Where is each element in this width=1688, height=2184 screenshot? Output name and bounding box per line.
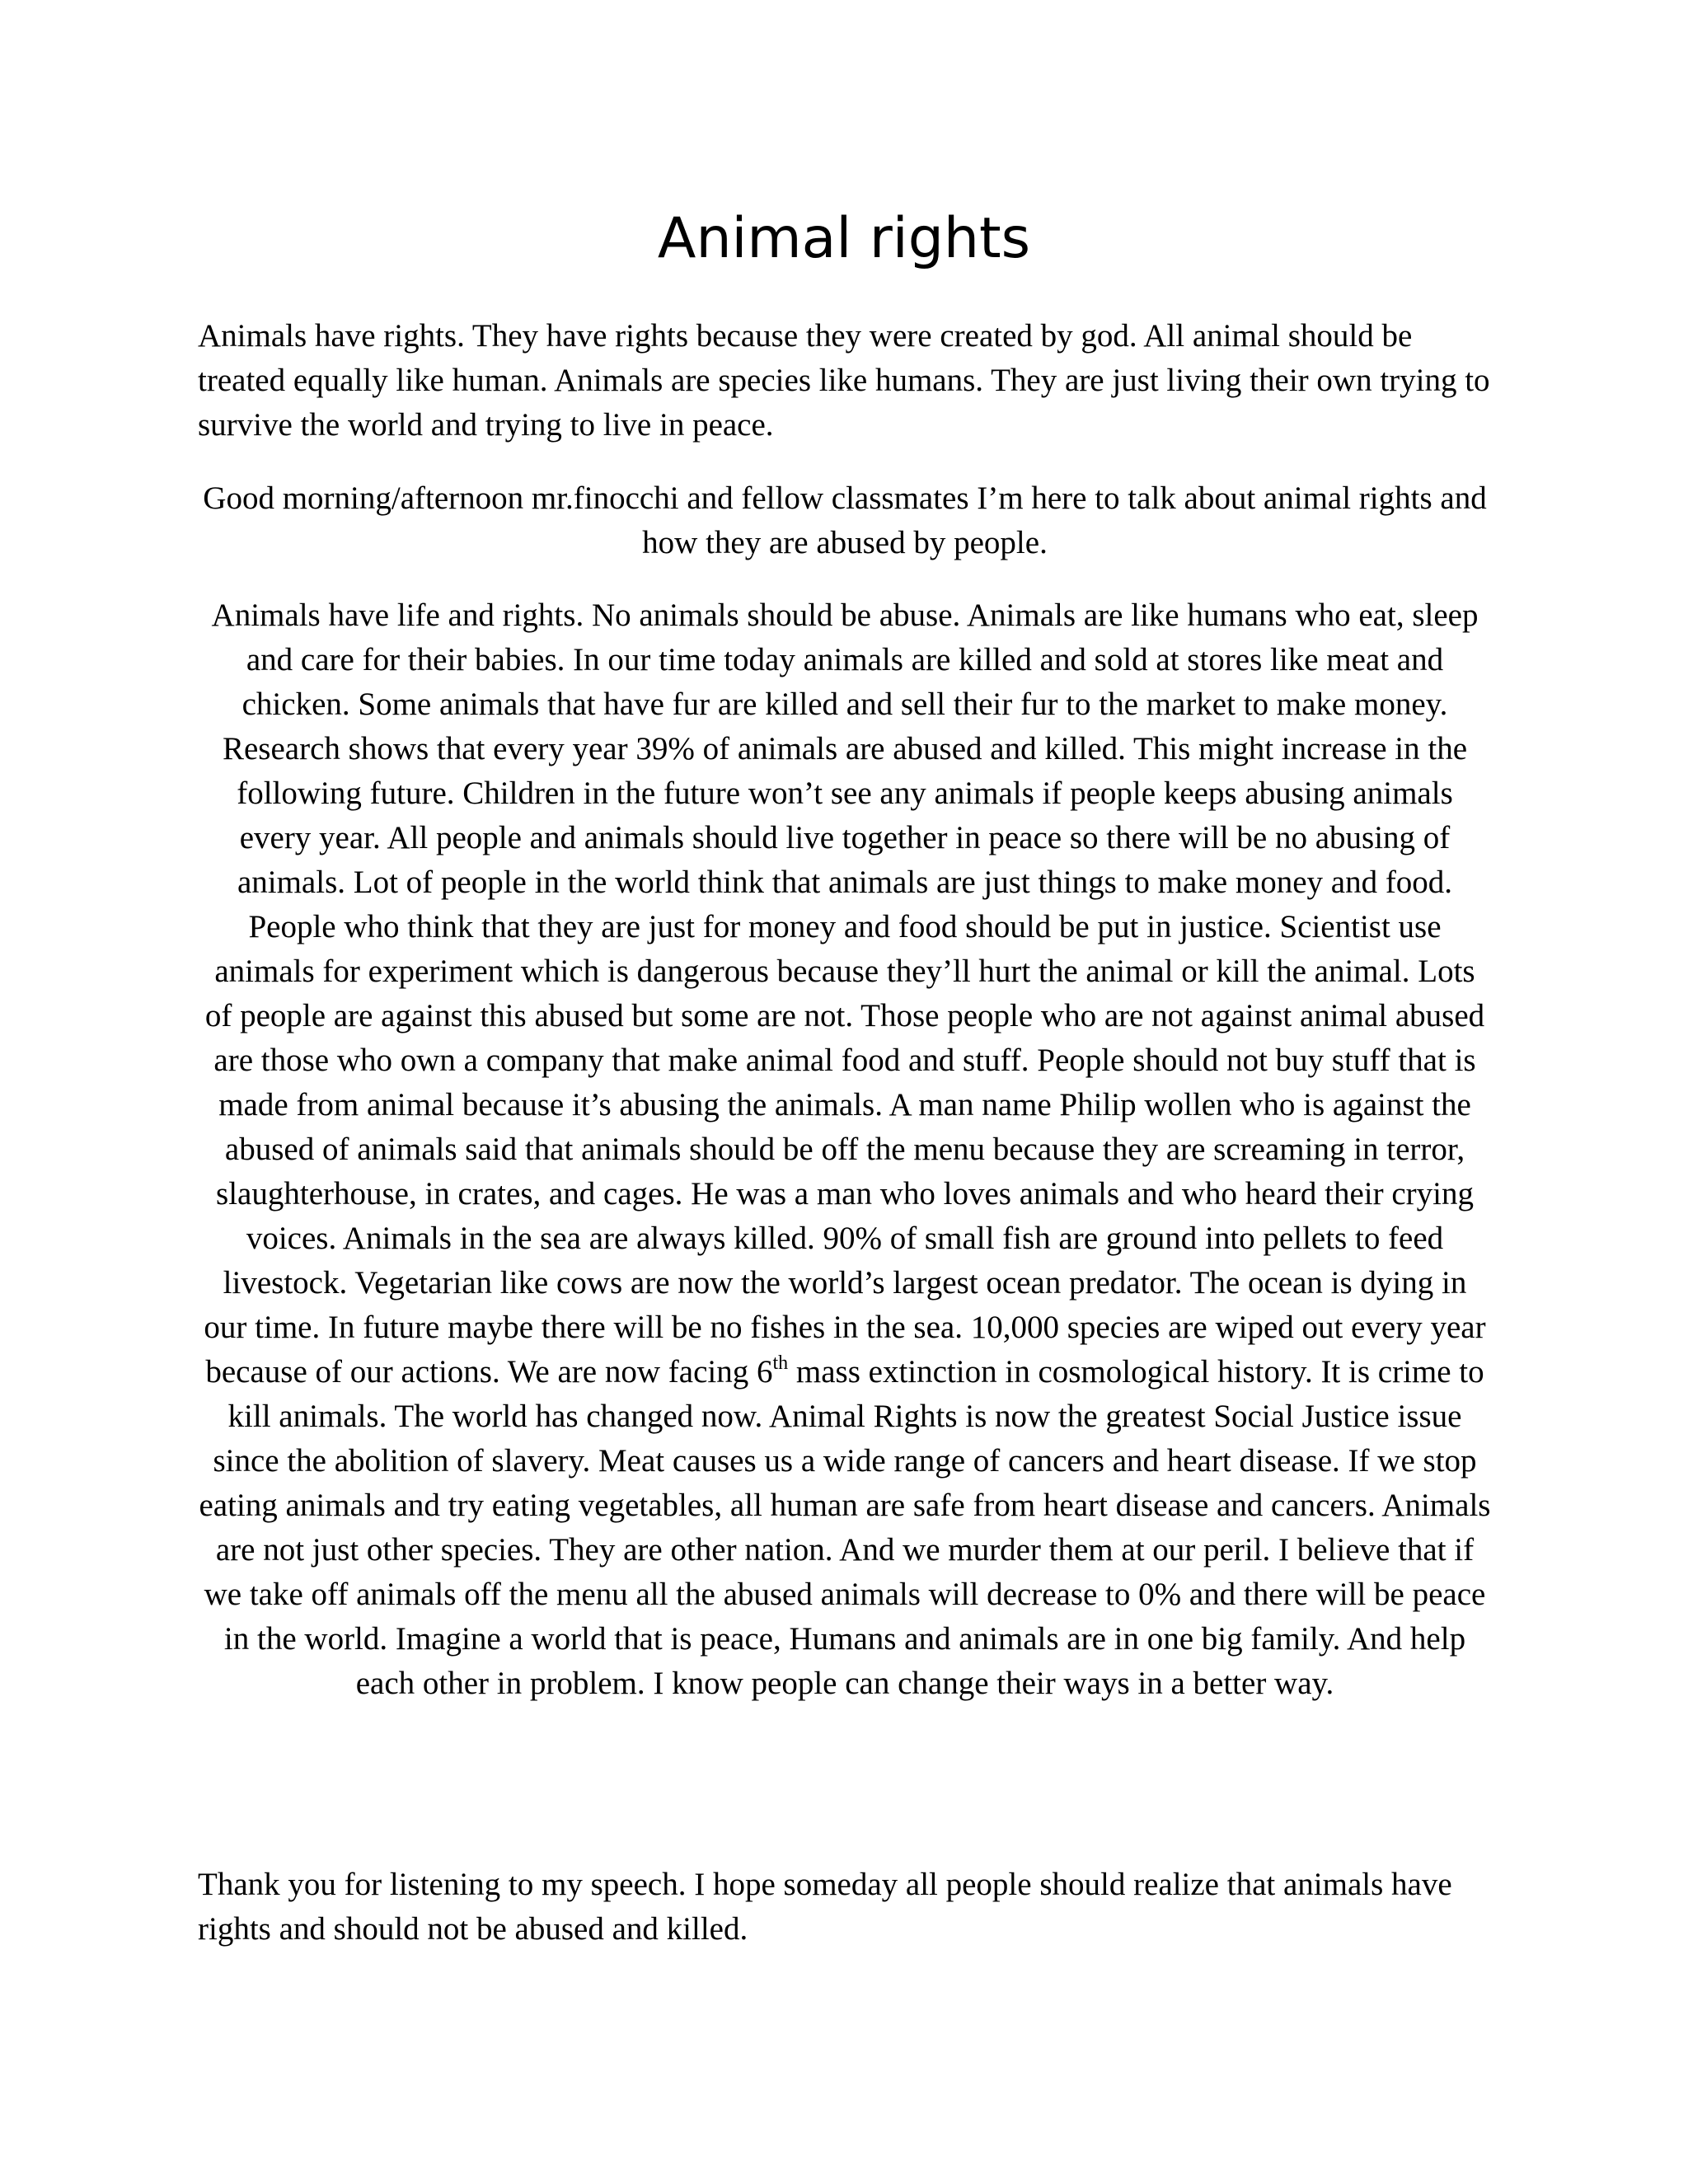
greeting-paragraph: Good morning/afternoon mr.finocchi and fellow classmates I’m here to talk about animal rights and how they are abused by people. xyxy=(203,480,1487,560)
document-title: Animal rights xyxy=(657,206,1031,271)
closing-paragraph: Thank you for listening to my speech. I hope someday all people should realize that animals have rights and should not be abused and killed. xyxy=(198,1867,1452,1947)
body-text-part1: Animals have life and rights. No animals should be abuse. Animals are like humans who eat, sleep and care for their babies. In our time today animals are killed and sold at stores like meat and chicken. Some animals that have fur are killed and sell their fur to the market to make money. Research shows that every year 39% of animals are abused and killed. This might increase in the following future. Children in the future won’t see any animals if people keeps abusing animals every year. All people and animals should live together in peace so there will be no abusing of animals. Lot of people in the world think that animals are just things to make money and food. People who think that they are just for money and food should be put in justice. Scientist use animals for experiment which is dangerous because they’ll hurt the animal or kill the animal. Lots of people are against this abused but some are not. Those people who are not against animal abused are those who own a company that make animal food and stuff. People should not buy stuff that is made from animal because it’s abusing the animals. A man name Philip wollen who is against the abused of animals said that animals should be off the menu because they are screaming in terror, slaughterhouse, in crates, and cages. He was a man who loves animals and who heard their crying voices. Animals in the sea are always killed. 90% of small fish are ground into pellets to feed livestock. Vegetarian like cows are now the world’s largest ocean predator. The ocean is dying in our time. In future maybe there will be no fishes in the sea. 10,000 species are wiped out every year because of our actions. We are now facing 6 xyxy=(204,598,1486,1390)
body-paragraph xyxy=(198,593,1492,1706)
intro-paragraph: Animals have rights. They have rights because they were created by god. All animal should be treated equally like human. Animals are species like humans. They are just living their own trying to survive the world and trying to live in peace. xyxy=(198,318,1490,443)
ordinal-superscript: th xyxy=(772,1352,789,1374)
body-text-part2: mass extinction in cosmological history. It is crime to kill animals. The world has changed now. Animal Rights is now the greatest Social Justice issue since the abolition of slavery. Meat causes us a wide range of cancers and heart disease. If we stop eating animals and try eating vegetables, all human are safe from heart disease and cancers. Animals are not just other species. They are other nation. And we murder them at our peril. I believe that if we take off animals off the menu all the abused animals will decrease to 0% and there will be peace in the world. Imagine a world that is peace, Humans and animals are in one big family. And help each other in problem. I know people can change their ways in a better way. xyxy=(199,1354,1491,1701)
